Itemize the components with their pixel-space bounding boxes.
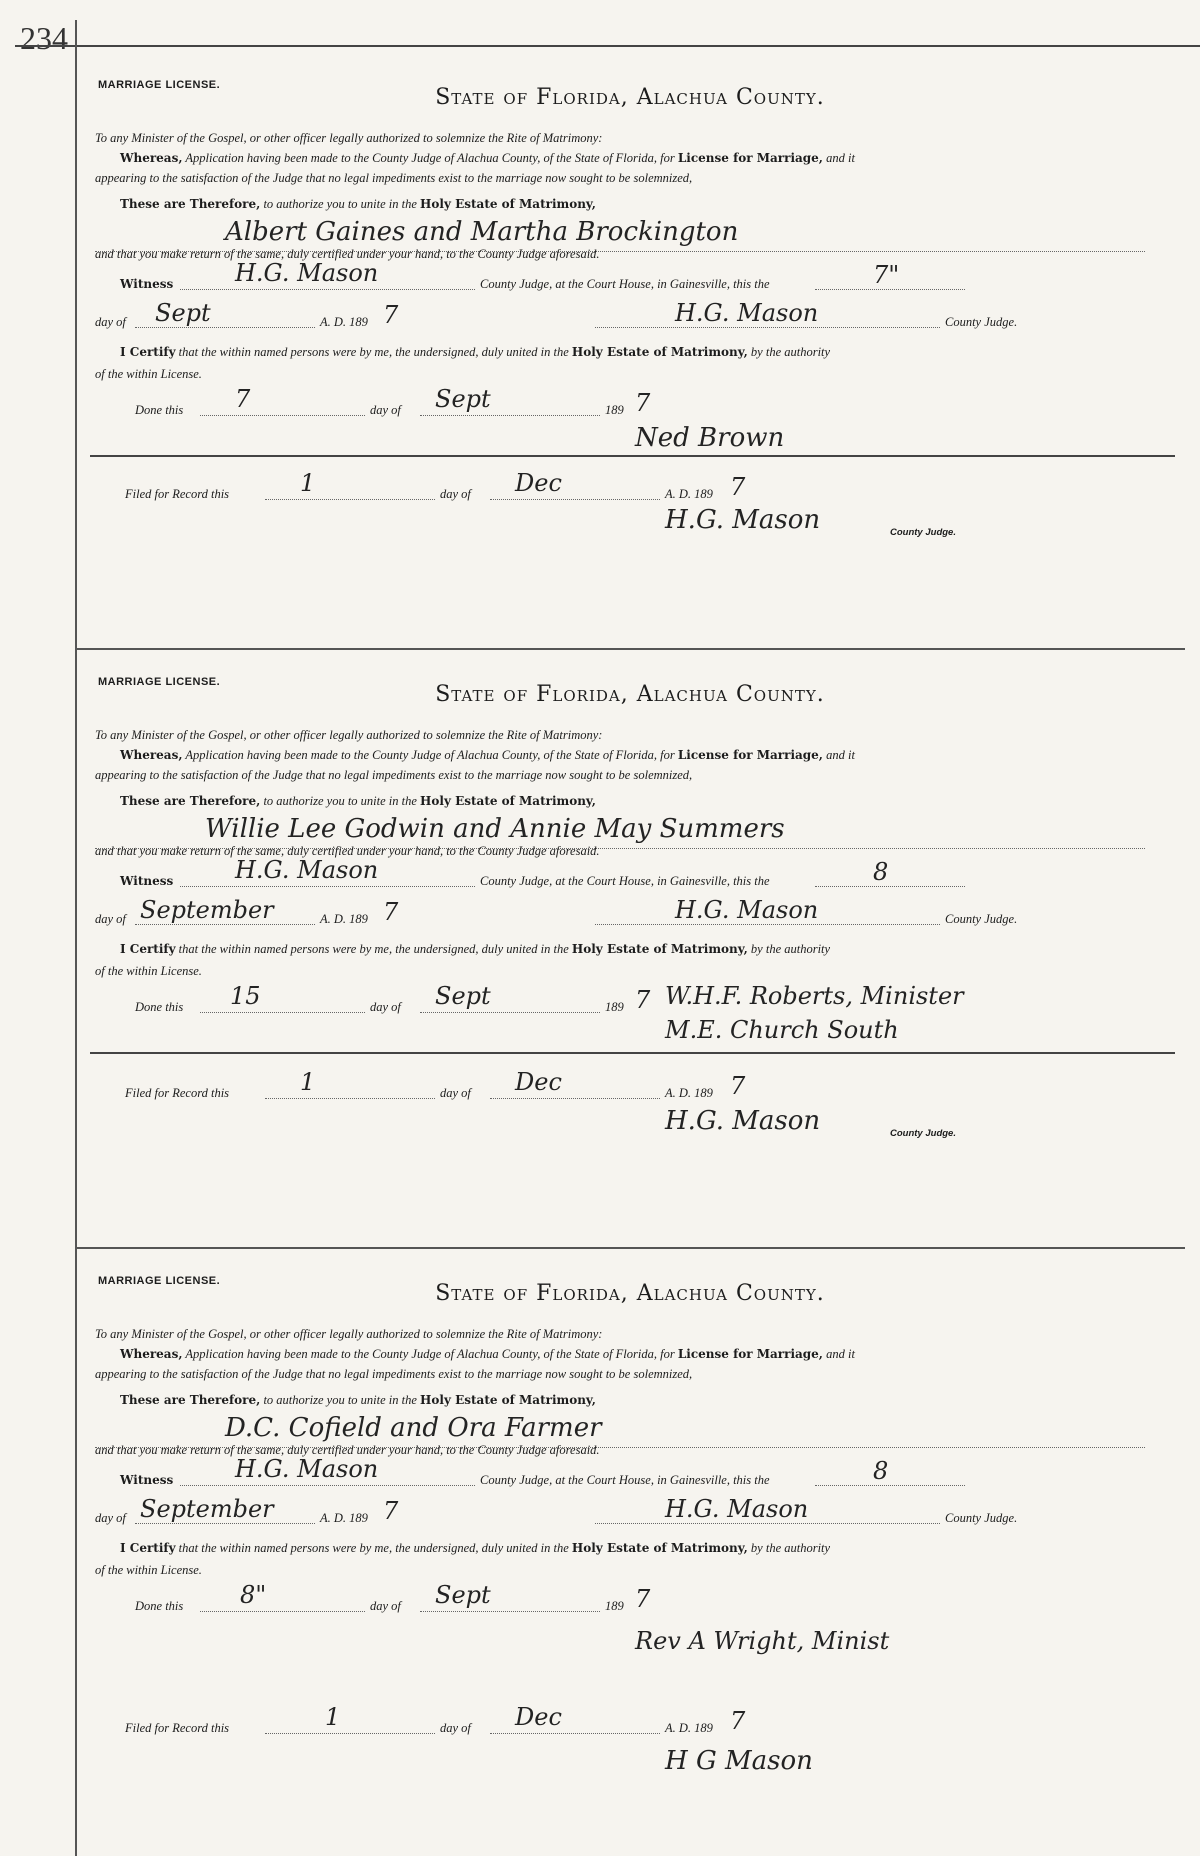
holy-estate: Holy Estate of Matrimony,	[420, 197, 596, 211]
done-month-underline	[420, 1012, 600, 1013]
page-number: 234	[20, 20, 68, 56]
county-judge-label: County Judge.	[945, 1511, 1018, 1525]
filed-label: Filed for Record this	[125, 1721, 230, 1735]
judge-signature: H.G. Mason	[675, 299, 819, 327]
ad-label: A. D. 189	[320, 315, 368, 329]
license-label: MARRIAGE LICENSE.	[98, 676, 221, 688]
license-day: 8	[873, 1457, 889, 1485]
filed-label: Filed for Record this	[125, 1086, 230, 1100]
filed-day-of: day of	[440, 1721, 471, 1735]
officiant-signature: Rev A Wright, Minist	[635, 1627, 890, 1655]
license-title: State of Florida, Alachua County.	[435, 1281, 825, 1306]
done-year-digit: 7	[635, 1585, 651, 1613]
filed-month-underline	[490, 1733, 660, 1734]
license-label: MARRIAGE LICENSE.	[98, 79, 221, 91]
filed-signature: H G Mason	[665, 1746, 813, 1776]
witness-label: Witness	[120, 874, 174, 888]
top-rule	[15, 45, 1200, 47]
witness-underline	[180, 886, 475, 887]
and-it: and it	[826, 151, 855, 165]
done-year-digit: 7	[635, 986, 651, 1014]
license-year-digit: 7	[383, 301, 399, 329]
license-day: 8	[873, 858, 889, 886]
day-underline	[815, 1485, 965, 1486]
filed-label: Filed for Record this	[125, 487, 230, 501]
filed-day-underline	[265, 499, 435, 500]
day-underline	[815, 886, 965, 887]
filed-day: 1	[325, 1703, 341, 1731]
to-any-line: To any Minister of the Gospel, or other officer legally authorized to solemnize the Rite of Matrimony:	[95, 1327, 603, 1341]
day-of-label: day of	[95, 1511, 126, 1525]
witness-signature: H.G. Mason	[235, 1455, 379, 1483]
couple-names: Albert Gaines and Martha Brockington	[225, 217, 739, 247]
judge-underline	[595, 1523, 940, 1524]
and-that-line: and that you make return of the same, duly certified under your hand, to the County Judge aforesaid.	[95, 844, 600, 858]
day-of-label: day of	[95, 315, 126, 329]
of-within-license: of the within License.	[95, 367, 202, 381]
done-day: 15	[230, 982, 261, 1010]
day-underline	[815, 289, 965, 290]
couple-names: Willie Lee Godwin and Annie May Summers	[205, 814, 785, 844]
county-judge-at: County Judge, at the Court House, in Gainesville, this the	[480, 277, 770, 291]
witness-underline	[180, 289, 475, 290]
of-within-license: of the within License.	[95, 964, 202, 978]
filed-ad: A. D. 189	[665, 1721, 713, 1735]
license-month: September	[140, 896, 274, 924]
filed-ad: A. D. 189	[665, 487, 713, 501]
county-judge-at: County Judge, at the Court House, in Gainesville, this the	[480, 874, 770, 888]
filed-day: 1	[300, 1068, 316, 1096]
marriage-license-1	[75, 55, 1185, 650]
filed-day-of: day of	[440, 1086, 471, 1100]
officiant-signature-2: M.E. Church South	[665, 1016, 899, 1044]
done-year: 189	[605, 1000, 624, 1014]
filed-divider	[90, 1052, 1175, 1054]
county-judge-small: County Judge.	[890, 527, 956, 538]
filed-month: Dec	[515, 1068, 562, 1096]
done-year: 189	[605, 403, 624, 417]
county-judge-label: County Judge.	[945, 315, 1018, 329]
done-day-underline	[200, 1012, 365, 1013]
whereas-line: Whereas, Application having been made to the County Judge of Alachua County, of the State of Florida, for License for Marriage, and it	[120, 748, 855, 762]
ad-label: A. D. 189	[320, 912, 368, 926]
authorize-text: to authorize you to unite in the	[263, 197, 417, 211]
judge-signature: H.G. Mason	[675, 896, 819, 924]
done-day-underline	[200, 1611, 365, 1612]
judge-underline	[595, 327, 940, 328]
these-are-therefore: These are Therefore,	[120, 197, 261, 211]
done-year-digit: 7	[635, 389, 651, 417]
and-that-line: and that you make return of the same, duly certified under your hand, to the County Judge aforesaid.	[95, 1443, 600, 1457]
couple-names: D.C. Cofield and Ora Farmer	[225, 1413, 602, 1443]
filed-day: 1	[300, 469, 316, 497]
done-day: 7	[235, 385, 251, 413]
filed-divider	[90, 455, 1175, 457]
filed-month: Dec	[515, 1703, 562, 1731]
witness-underline	[180, 1485, 475, 1486]
county-judge-at: County Judge, at the Court House, in Gainesville, this the	[480, 1473, 770, 1487]
done-day-underline	[200, 415, 365, 416]
county-judge-label: County Judge.	[945, 912, 1018, 926]
done-month: Sept	[435, 982, 491, 1010]
license-month: Sept	[155, 299, 211, 327]
done-day-of: day of	[370, 1599, 401, 1613]
month-underline	[135, 924, 315, 925]
whereas-word: Whereas,	[120, 151, 183, 165]
to-any-line: To any Minister of the Gospel, or other officer legally authorized to solemnize the Rite of Matrimony:	[95, 728, 603, 742]
done-this-label: Done this	[135, 1000, 184, 1014]
certify-line: I Certify that the within named persons were by me, the undersigned, duly united in the Holy Estate of Matrimony, by the authority	[120, 942, 831, 956]
done-day-of: day of	[370, 403, 401, 417]
filed-year-digit: 7	[730, 473, 746, 501]
section-rule	[75, 1247, 1185, 1249]
to-any-line: To any Minister of the Gospel, or other officer legally authorized to solemnize the Rite of Matrimony:	[95, 131, 603, 145]
filed-day-underline	[265, 1733, 435, 1734]
done-year: 189	[605, 1599, 624, 1613]
filed-year-digit: 7	[730, 1707, 746, 1735]
filed-day-underline	[265, 1098, 435, 1099]
judge-signature: H.G. Mason	[665, 1495, 809, 1523]
done-month: Sept	[435, 385, 491, 413]
witness-signature: H.G. Mason	[235, 856, 379, 884]
day-of-label: day of	[95, 912, 126, 926]
county-judge-small: County Judge.	[890, 1128, 956, 1139]
appearing-line: appearing to the satisfaction of the Judge that no legal impediments exist to the marriage now sought to be solemnized,	[95, 1367, 693, 1381]
whereas-text: Application having been made to the County Judge of Alachua County, of the State of Florida, for	[185, 151, 675, 165]
filed-month: Dec	[515, 469, 562, 497]
filed-month-underline	[490, 1098, 660, 1099]
filed-ad: A. D. 189	[665, 1086, 713, 1100]
certify-line: I Certify that the within named persons were by me, the undersigned, duly united in the Holy Estate of Matrimony, by the authority	[120, 345, 831, 359]
filed-signature: H.G. Mason	[665, 505, 821, 535]
filed-year-digit: 7	[730, 1072, 746, 1100]
done-this-label: Done this	[135, 403, 184, 417]
appearing-line: appearing to the satisfaction of the Judge that no legal impediments exist to the marriage now sought to be solemnized,	[95, 171, 693, 185]
done-month-underline	[420, 1611, 600, 1612]
these-are-line	[120, 197, 596, 212]
officiant-signature: Ned Brown	[635, 423, 785, 453]
license-for-marriage: License for Marriage,	[677, 151, 823, 165]
filed-day-of: day of	[440, 487, 471, 501]
done-day: 8"	[240, 1581, 267, 1609]
done-month: Sept	[435, 1581, 491, 1609]
license-year-digit: 7	[383, 1497, 399, 1525]
license-title: State of Florida, Alachua County.	[435, 85, 825, 110]
filed-month-underline	[490, 499, 660, 500]
judge-underline	[595, 924, 940, 925]
officiant-signature: W.H.F. Roberts, Minister	[665, 982, 964, 1010]
license-month: September	[140, 1495, 274, 1523]
witness-label: Witness	[120, 277, 174, 291]
witness-label: Witness	[120, 1473, 174, 1487]
certify-line: I Certify that the within named persons were by me, the undersigned, duly united in the Holy Estate of Matrimony, by the authority	[120, 1541, 831, 1555]
done-month-underline	[420, 415, 600, 416]
ad-label: A. D. 189	[320, 1511, 368, 1525]
these-are-line: These are Therefore, to authorize you to unite in the Holy Estate of Matrimony,	[120, 1393, 596, 1407]
done-day-of: day of	[370, 1000, 401, 1014]
these-are-line: These are Therefore, to authorize you to unite in the Holy Estate of Matrimony,	[120, 794, 596, 808]
month-underline	[135, 1523, 315, 1524]
license-day: 7"	[873, 261, 900, 289]
witness-signature: H.G. Mason	[235, 259, 379, 287]
and-that-line: and that you make return of the same, duly certified under your hand, to the County Judge aforesaid.	[95, 247, 600, 261]
filed-signature: H.G. Mason	[665, 1106, 821, 1136]
license-year-digit: 7	[383, 898, 399, 926]
license-label: MARRIAGE LICENSE.	[98, 1275, 221, 1287]
whereas-line	[120, 151, 855, 166]
month-underline	[135, 327, 315, 328]
of-within-license: of the within License.	[95, 1563, 202, 1577]
section-rule	[75, 648, 1185, 650]
license-title: State of Florida, Alachua County.	[435, 682, 825, 707]
marriage-license-2	[75, 652, 1185, 1249]
done-this-label: Done this	[135, 1599, 184, 1613]
whereas-line: Whereas, Application having been made to the County Judge of Alachua County, of the State of Florida, for License for Marriage, and it	[120, 1347, 855, 1361]
appearing-line: appearing to the satisfaction of the Judge that no legal impediments exist to the marriage now sought to be solemnized,	[95, 768, 693, 782]
marriage-license-3	[75, 1251, 1185, 1851]
